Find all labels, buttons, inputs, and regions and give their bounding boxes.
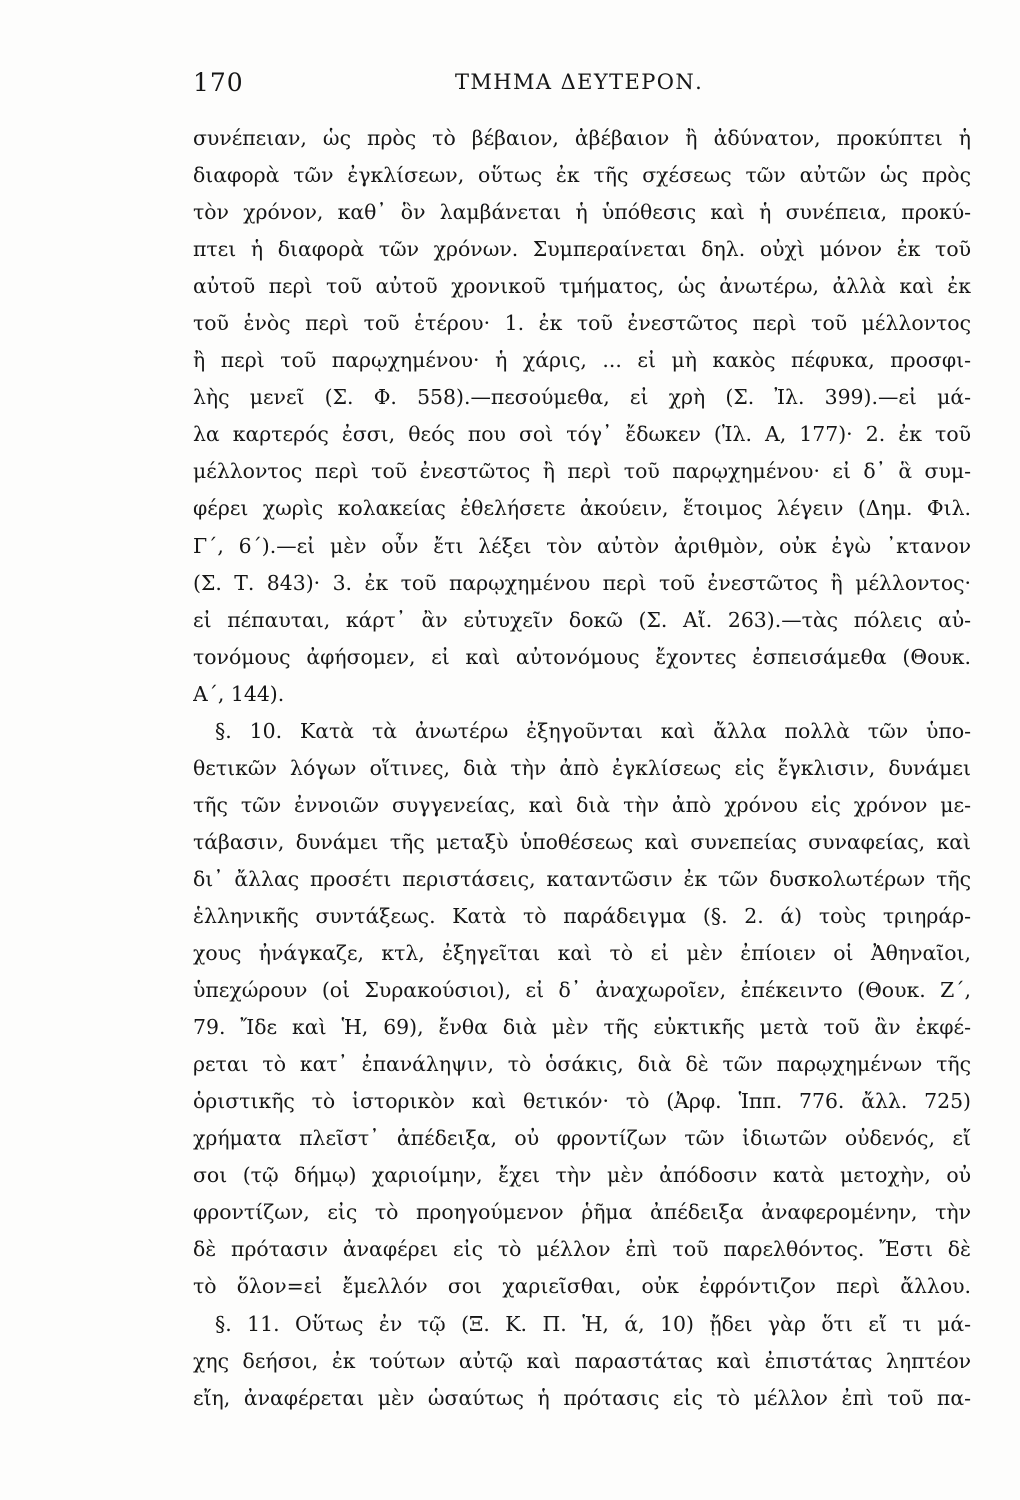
text-line: ἢ περὶ τοῦ παρῳχημένου· ἡ χάρις, ... εἰ μὴ κακὸς πέφυκα, προσφι- xyxy=(193,348,971,373)
text-line: ρεται τὸ κατ᾽ ἐπανάληψιν, τὸ ὁσάκις, διὰ δὲ τῶν παρῳχημένων τῆς xyxy=(193,1052,971,1077)
text-line: λὴς μενεῖ (Σ. Φ. 558).—πεσούμεθα, εἰ χρὴ (Σ. Ἰλ. 399).—εἰ μά- xyxy=(193,385,971,410)
running-head: ΤΜΗΜΑ ΔΕΥΤΕΡΟΝ. xyxy=(455,70,704,94)
text-line: φροντίζων, εἰς τὸ προηγούμενον ῥῆμα ἀπέδειξα ἀναφερομένην, τὴν xyxy=(193,1200,971,1225)
text-line: τῆς τῶν ἐννοιῶν συγγενείας, καὶ διὰ τὴν ἀπὸ χρόνου εἰς χρόνον με- xyxy=(193,792,971,817)
section-heading-line: §. 11. Οὕτως ἐν τῷ (Ξ. Κ. Π. Ἡ, ά, 10) ᾔδει γὰρ ὅτι εἴ τι μά- xyxy=(215,1311,971,1336)
text-line: δὲ πρότασιν ἀναφέρει εἰς τὸ μέλλον ἐπὶ τοῦ παρελθόντος. Ἔστι δὲ xyxy=(193,1237,971,1262)
text-line: Γ΄, 6΄).—εἰ μὲν οὖν ἔτι λέξει τὸν αὐτὸν ἀριθμὸν, οὐκ ἐγὼ ᾽κτανον xyxy=(193,533,971,558)
text-line: θετικῶν λόγων οἵτινες, διὰ τὴν ἀπὸ ἐγκλίσεως εἰς ἔγκλισιν, δυνάμει xyxy=(193,755,971,780)
page-number: 170 xyxy=(193,68,244,97)
text-line: τάβασιν, δυνάμει τῆς μεταξὺ ὑποθέσεως καὶ συνεπείας συναφείας, καὶ xyxy=(193,829,971,854)
text-line: χους ἠνάγκαζε, κτλ, ἐξηγεῖται καὶ τὸ εἰ μὲν ἐπίοιεν οἱ Ἀθηναῖοι, xyxy=(193,941,971,966)
text-line: λα καρτερός ἐσσι, θεός που σοὶ τόγ᾽ ἔδωκεν (Ἰλ. Α, 177)· 2. ἐκ τοῦ xyxy=(193,422,971,447)
text-line: δι᾽ ἄλλας προσέτι περιστάσεις, καταντῶσιν ἐκ τῶν δυσκολωτέρων τῆς xyxy=(193,866,971,891)
text-line: ἑλληνικῆς συντάξεως. Κατὰ τὸ παράδειγμα (§. 2. ά) τοὺς τριηράρ- xyxy=(193,903,971,928)
text-line: συνέπειαν, ὡς πρὸς τὸ βέβαιον, ἀβέβαιον ἢ ἀδύνατον, προκύπτει ἡ xyxy=(193,126,971,150)
text-line: τὸ ὅλον=εἰ ἔμελλόν σοι χαριεῖσθαι, οὐκ ἐφρόντιζον περὶ ἄλλου. xyxy=(193,1274,971,1299)
text-line: τονόμους ἀφήσομεν, εἰ καὶ αὐτονόμους ἔχοντες ἐσπεισάμεθα (Θουκ. xyxy=(193,644,971,669)
text-line: εἴη, ἀναφέρεται μὲν ὡσαύτως ἡ πρότασις εἰς τὸ μέλλον ἐπὶ τοῦ πα- xyxy=(193,1385,971,1410)
text-line: (Σ. Τ. 843)· 3. ἐκ τοῦ παρῳχημένου περὶ τοῦ ἐνεστῶτος ἢ μέλλοντος· xyxy=(193,570,971,595)
text-line: φέρει χωρὶς κολακείας ἐθελήσετε ἀκούειν, ἕτοιμος λέγειν (Δημ. Φιλ. xyxy=(193,496,971,521)
text-line: 79. Ἴδε καὶ Ἡ, 69), ἔνθα διὰ μὲν τῆς εὐκτικῆς μετὰ τοῦ ἂν ἐκφέ- xyxy=(193,1015,971,1040)
text-line: διαφορὰ τῶν ἐγκλίσεων, οὕτως ἐκ τῆς σχέσεως τῶν αὐτῶν ὡς πρὸς xyxy=(193,163,971,188)
text-line: σοι (τῷ δήμῳ) χαριοίμην, ἔχει τὴν μὲν ἀπόδοσιν κατὰ μετοχὴν, οὐ xyxy=(193,1163,971,1188)
text-line: τὸν χρόνον, καθ᾽ ὃν λαμβάνεται ἡ ὑπόθεσις καὶ ἡ συνέπεια, προκύ- xyxy=(193,200,971,225)
section-heading-line: §. 10. Κατὰ τὰ ἀνωτέρω ἐξηγοῦνται καὶ ἄλλα πολλὰ τῶν ὑπο- xyxy=(215,718,971,743)
text-line: πτει ἡ διαφορὰ τῶν χρόνων. Συμπεραίνεται δηλ. οὐχὶ μόνον ἐκ τοῦ xyxy=(193,237,971,262)
text-line: εἰ πέπαυται, κάρτ᾽ ἂν εὐτυχεῖν δοκῶ (Σ. Αἴ. 263).—τὰς πόλεις αὐ- xyxy=(193,607,971,632)
text-line: ὑπεχώρουν (οἱ Συρακούσιοι), εἰ δ᾽ ἀναχωροῖεν, ἐπέκειντο (Θουκ. Ζ΄, xyxy=(193,978,971,1003)
page-header xyxy=(193,68,793,108)
text-line: χρήματα πλεῖστ᾽ ἀπέδειξα, οὐ φροντίζων τῶν ἰδιωτῶν οὐδενός, εἴ xyxy=(193,1126,971,1151)
text-line: χης δεήσοι, ἐκ τούτων αὐτῷ καὶ παραστάτας καὶ ἐπιστάτας ληπτέον xyxy=(193,1348,971,1373)
text-line: ὁριστικῆς τὸ ἱστορικὸν καὶ θετικόν· τὸ (Ἀρφ. Ἱππ. 776. ἄλλ. 725) xyxy=(193,1089,971,1114)
body-text xyxy=(193,120,971,1417)
text-line: μέλλοντος περὶ τοῦ ἐνεστῶτος ἢ περὶ τοῦ παρῳχημένου· εἰ δ᾽ ἃ συμ- xyxy=(193,459,971,484)
text-line: Α΄, 144). xyxy=(193,681,285,706)
text-line: αὐτοῦ περὶ τοῦ αὐτοῦ χρονικοῦ τμήματος, ὡς ἀνωτέρω, ἀλλὰ καὶ ἐκ xyxy=(193,274,971,299)
text-line: τοῦ ἑνὸς περὶ τοῦ ἑτέρου· 1. ἐκ τοῦ ἐνεστῶτος περὶ τοῦ μέλλοντος xyxy=(193,311,971,336)
